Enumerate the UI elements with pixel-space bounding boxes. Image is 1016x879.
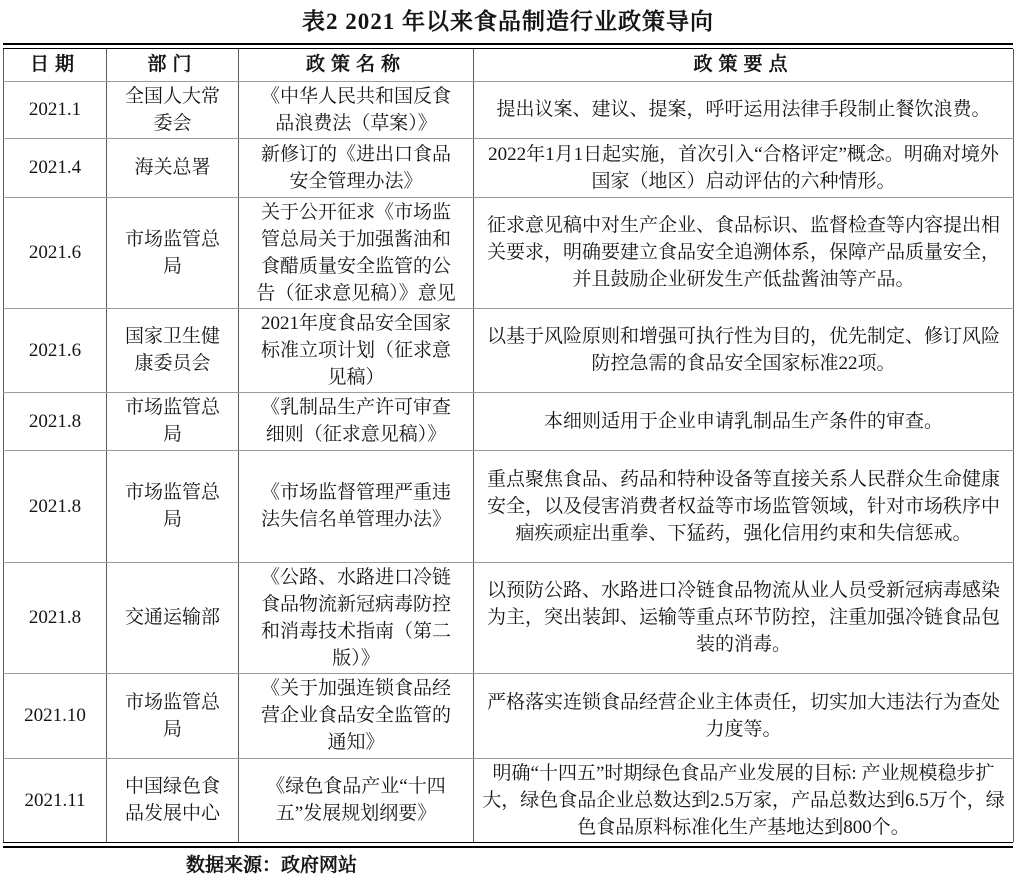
cell-policy-points: 征求意见稿中对生产企业、食品标识、监督检查等内容提出相关要求，明确要建立食品安全追溯体系，保障产品质量安全，并且鼓励企业研发生产低盐酱油等产品。 [474,197,1014,308]
cell-policy-points: 明确“十四五”时期绿色食品产业发展的目标: 产业规模稳步扩大，绿色食品企业总数达到2.5万家，产品总数达到6.5万个，绿色食品原料标准化生产基地达到800个。 [474,758,1014,842]
table-row [4,138,1014,197]
cell-policy-name: 《公路、水路进口冷链食品物流新冠病毒防控和消毒技术指南（第二版）》 [239,562,474,673]
cell-policy-name: 关于公开征求《市场监管总局关于加强酱油和食醋质量安全监管的公告（征求意见稿）》意见 [239,197,474,308]
cell-department: 市场监管总局 [107,673,239,758]
cell-department: 海关总署 [107,138,239,197]
col-header-department: 部门 [107,49,239,81]
table-title: 表2 2021 年以来食品制造行业政策导向 [302,9,714,34]
col-header-date: 日期 [4,49,107,81]
cell-department: 全国人大常委会 [107,81,239,138]
cell-department: 市场监管总局 [107,197,239,308]
cell-department: 国家卫生健康委员会 [107,308,239,392]
cell-department: 交通运输部 [107,562,239,673]
cell-date: 2021.6 [4,308,107,392]
data-source: 数据来源：政府网站 [186,854,358,876]
cell-date: 2021.8 [4,392,107,450]
cell-date: 2021.8 [4,450,107,562]
col-header-policy-points: 政策要点 [474,49,1014,81]
cell-policy-points: 本细则适用于企业申请乳制品生产条件的审查。 [474,392,1014,450]
bottom-double-rule [3,842,1013,848]
table-row [4,308,1014,392]
cell-date: 2021.8 [4,562,107,673]
table-row [4,81,1014,138]
table-row [4,392,1014,450]
cell-date: 2021.1 [4,81,107,138]
table-row [4,450,1014,562]
cell-policy-points: 以基于风险原则和增强可执行性为目的，优先制定、修订风险防控急需的食品安全国家标准22项。 [474,308,1014,392]
cell-policy-name: 《乳制品生产许可审查细则（征求意见稿）》 [239,392,474,450]
cell-date: 2021.6 [4,197,107,308]
cell-policy-points: 提出议案、建议、提案，呼吁运用法律手段制止餐饮浪费。 [474,81,1014,138]
cell-department: 市场监管总局 [107,450,239,562]
cell-policy-points: 严格落实连锁食品经营企业主体责任，切实加大违法行为查处力度等。 [474,673,1014,758]
cell-policy-points: 2022年1月1日起实施，首次引入“合格评定”概念。明确对境外国家（地区）启动评估的六种情形。 [474,138,1014,197]
cell-policy-name: 《关于加强连锁食品经营企业食品安全监管的通知》 [239,673,474,758]
policy-table [3,49,1014,842]
cell-policy-name: 《中华人民共和国反食品浪费法（草案）》 [239,81,474,138]
cell-policy-name: 《市场监督管理严重违法失信名单管理办法》 [239,450,474,562]
cell-policy-points: 以预防公路、水路进口冷链食品物流从业人员受新冠病毒感染为主，突出装卸、运输等重点环节防控，注重加强冷链食品包装的消毒。 [474,562,1014,673]
cell-policy-name: 《绿色食品产业“十四五”发展规划纲要》 [239,758,474,842]
table-row [4,562,1014,673]
table-row [4,758,1014,842]
cell-date: 2021.10 [4,673,107,758]
table-row [4,197,1014,308]
cell-date: 2021.11 [4,758,107,842]
cell-policy-name: 2021年度食品安全国家标准立项计划（征求意见稿） [239,308,474,392]
table-row [4,673,1014,758]
cell-policy-name: 新修订的《进出口食品安全管理办法》 [239,138,474,197]
cell-date: 2021.4 [4,138,107,197]
cell-department: 市场监管总局 [107,392,239,450]
header-row [4,49,1014,81]
col-header-policy-name: 政策名称 [239,49,474,81]
cell-department: 中国绿色食品发展中心 [107,758,239,842]
cell-policy-points: 重点聚焦食品、药品和特种设备等直接关系人民群众生命健康安全，以及侵害消费者权益等市场监管领域，针对市场秩序中痼疾顽症出重拳、下猛药，强化信用约束和失信惩戒。 [474,450,1014,562]
